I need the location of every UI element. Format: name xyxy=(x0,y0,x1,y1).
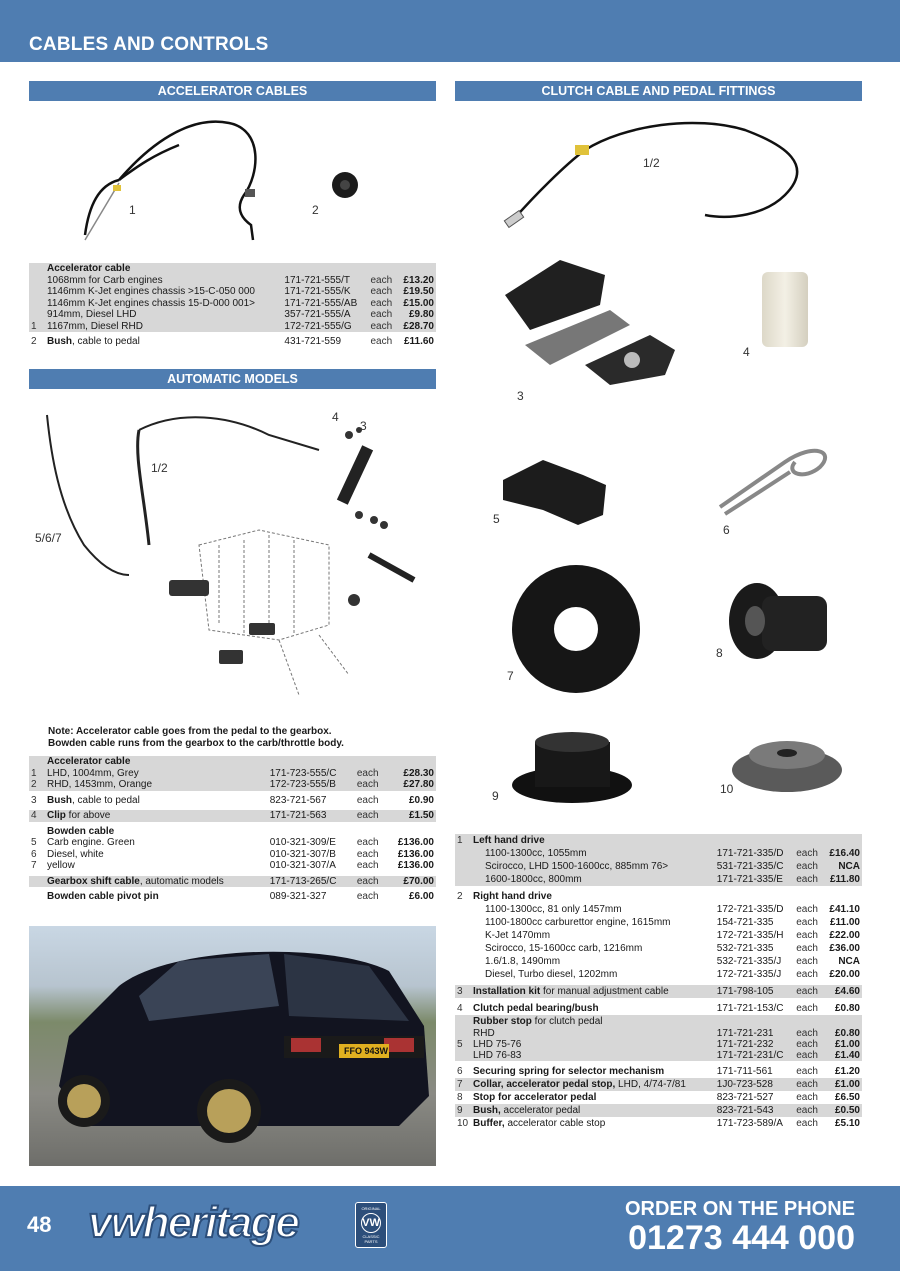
callout-auto-4: 4 xyxy=(332,410,339,424)
table-row: 6 Securing spring for selector mechanism 171-711-561 each £1.20 xyxy=(457,1066,860,1077)
table-row: 4 Clutch pedal bearing/bush 171-721-153/C each £0.80 xyxy=(457,1003,860,1014)
clutch-part-3-image xyxy=(500,255,685,390)
table-row: 7 yellow 010-321-307/A each £136.00 xyxy=(31,860,434,871)
clutch-cable-image xyxy=(455,105,862,245)
table-row: 3 Installation kit for manual adjustment cable 171-798-105 each £4.60 xyxy=(457,986,860,997)
table-row: K-Jet 1470mm 172-721-335/H each £22.00 xyxy=(485,930,860,941)
table-row: Scirocco, LHD 1500-1600cc, 885mm 76> 531-721-335/C each NCA xyxy=(455,860,862,873)
table-row: 4 Clip for above 171-721-563 each £1.50 xyxy=(31,810,434,821)
order-phone-number[interactable]: 01273 444 000 xyxy=(628,1219,855,1257)
table-row: Gearbox shift cable, automatic models 171-713-265/C each £70.00 xyxy=(29,876,436,888)
page-title: CABLES AND CONTROLS xyxy=(29,34,269,55)
group-title: Accelerator cable xyxy=(47,263,131,274)
callout-clutch-9: 9 xyxy=(492,789,499,803)
classic-parts-badge-icon: ORIGINAL VW CLASSIC PARTS xyxy=(355,1202,387,1248)
table-row: 5 Carb engine. Green 010-321-309/E each £136.00 xyxy=(31,837,434,848)
section-header-clutch: CLUTCH CABLE AND PEDAL FITTINGS xyxy=(455,81,862,101)
table-row: 1146mm K-Jet engines chassis >15-C-050 000 171-721-555/K each £19.50 xyxy=(29,286,436,298)
callout-acc-1: 1 xyxy=(129,203,136,217)
clutch-part-8-image xyxy=(727,576,832,666)
callout-auto-5-6-7: 5/6/7 xyxy=(35,531,62,545)
table-row: Scirocco, 15-1600cc carb, 1216mm 532-721-335 each £36.00 xyxy=(485,943,860,954)
page-footer xyxy=(0,1186,900,1271)
table-row: 1068mm for Carb engines 171-721-555/T each £13.20 xyxy=(29,275,436,287)
automatic-note: Note: Accelerator cable goes from the pedal to the gearbox. Bowden cable runs from the gearbox to the carb/throttle body. xyxy=(48,726,344,749)
clutch-part-9-image xyxy=(510,730,635,805)
clutch-part-5-image xyxy=(498,455,610,525)
table-row: 2 Bush, cable to pedal 431-721-559 each £11.60 xyxy=(31,336,434,347)
section-header-automatic: AUTOMATIC MODELS xyxy=(29,369,436,389)
table-row: 1100-1300cc, 1055mm 171-721-335/D each £16.40 xyxy=(455,847,862,860)
callout-acc-2: 2 xyxy=(312,203,319,217)
table-row: Diesel, Turbo diesel, 1202mm 172-721-335/J each £20.00 xyxy=(485,969,860,980)
table-row: 1 LHD, 1004mm, Grey 171-723-555/C each £28.30 xyxy=(31,767,434,779)
callout-clutch-3: 3 xyxy=(517,389,524,403)
callout-auto-3: 3 xyxy=(360,419,367,433)
table-row: 1146mm K-Jet engines chassis 15-D-000 001> 171-721-555/AB each £15.00 xyxy=(29,298,436,310)
table-row: 1600-1800cc, 800mm 171-721-335/E each £11.80 xyxy=(455,873,862,886)
table-row: 914mm, Diesel LHD 357-721-555/A each £9.80 xyxy=(29,309,436,321)
table-row: 2 RHD, 1453mm, Orange 172-723-555/B each £27.80 xyxy=(31,779,434,790)
callout-clutch-1-2: 1/2 xyxy=(643,156,660,170)
table-row: 1 1167mm, Diesel RHD 172-721-555/G each £28.70 xyxy=(31,320,434,332)
callout-clutch-4: 4 xyxy=(743,345,750,359)
table-row: 3 Bush, cable to pedal 823-721-567 each £0.90 xyxy=(31,794,434,806)
automatic-parts-table: Accelerator cable 1 LHD, 1004mm, Grey 171-723-555/C each £28.30 2 RHD, 1453mm, Orange 172-723-555/B each £27.80 3 Bush, cable to pedal 823-721-567 each £0.90 4 Clip for above 171-721-563 each £1.50 Bowden cable 5 Carb engine. Green 010-321-309/E each £136.00 6 Diesel, white 010-321-307/B each £136.00 7 yellow 010-321-307/A each £136.00 Gearbox shift cable, automatic models 171-713-265/C each £70.00 Bowden cable pivot pin 089-321-327 each £6.00 xyxy=(31,756,434,902)
automatic-linkage-diagram xyxy=(29,395,436,715)
accelerator-parts-table xyxy=(29,263,436,348)
clutch-part-7-image xyxy=(510,563,642,695)
table-row: LHD 76-83 171-721-231/C each £1.40 xyxy=(455,1050,862,1061)
clutch-part-10-image xyxy=(730,715,845,805)
callout-clutch-6: 6 xyxy=(723,523,730,537)
table-row: 9 Bush, accelerator pedal 823-721-543 each £0.50 xyxy=(457,1105,860,1116)
page-number: 48 xyxy=(27,1212,52,1237)
clutch-part-4-image xyxy=(762,272,808,347)
page-header xyxy=(0,0,900,62)
section-header-accelerator: ACCELERATOR CABLES xyxy=(29,81,436,101)
callout-clutch-10: 10 xyxy=(720,782,734,796)
table-row: 1100-1800cc carburettor engine, 1615mm 154-721-335 each £11.00 xyxy=(485,917,860,928)
table-row: 6 Diesel, white 010-321-307/B each £136.00 xyxy=(31,848,434,860)
table-row: 10 Buffer, accelerator cable stop 171-723-589/A each £5.10 xyxy=(457,1118,860,1129)
clutch-parts-table: 1 Left hand drive 1100-1300cc, 1055mm 171-721-335/D each £16.40 Scirocco, LHD 1500-1600cc, 885mm 76> 531-721-335/C each NCA 1600-1800cc, 800mm 171-721-335/E each £11.80 2 Right hand drive 1100-1300cc, 81 only 1457mm 172-721-335/D each £41.10 1100-1800cc carburettor engine, 1615mm 154-721-335 each £11.00 K-Jet 1470mm 172-721-335/H each £22.00 Scirocco, 15-1600cc carb, 1216mm 532-721-335 each £36.00 1.6/1.8, 1490mm 532-721-335/J each NCA Diesel, Turbo diesel, 1202mm 172-721-335/J each £20.00 3 Installation kit for manual adjustment cable 171-798-105 each £4.60 4 Clutch pedal bearing/bush 171-721-153/C each £0.80 Rubber stop for clutch pedal RHD 171-721-231 each £0.80 5 LHD 75-76 171-721-232 each £1.00 LHD 76-83 171-721-231/C each £1.40 6 Securing spring for selector mechanism 171-711-561 each £1.20 7 Collar, accelerator pedal stop, LHD, 4/74-7/81 1J0-723-528 each £1.00 8 Stop for accelerator pedal 823-721-527 each £6.50 9 Bush, accelerator pedal 823-721-543 each £0.50 10 Buffer, accelerator cable stop 171-723-589/A each £5.10 xyxy=(457,835,860,1129)
callout-clutch-5: 5 xyxy=(493,512,500,526)
callout-auto-1-2: 1/2 xyxy=(151,461,168,475)
table-row: 5 LHD 75-76 171-721-232 each £1.00 xyxy=(457,1039,860,1050)
order-label: ORDER ON THE PHONE xyxy=(624,1198,855,1220)
vwheritage-logo: vwheritage xyxy=(88,1198,298,1247)
table-row: 7 Collar, accelerator pedal stop, LHD, 4/74-7/81 1J0-723-528 each £1.00 xyxy=(457,1079,860,1090)
accelerator-cable-image xyxy=(29,105,436,255)
table-row: 1100-1300cc, 81 only 1457mm 172-721-335/D each £41.10 xyxy=(485,904,860,915)
table-row: 8 Stop for accelerator pedal 823-721-527 each £6.50 xyxy=(457,1092,860,1103)
clutch-part-6-image xyxy=(705,432,845,522)
number-plate: FFO 943W xyxy=(344,1046,389,1056)
table-row: 1.6/1.8, 1490mm 532-721-335/J each NCA xyxy=(485,956,860,967)
table-row: Bowden cable pivot pin 089-321-327 each £6.00 xyxy=(47,891,434,902)
table-row: RHD 171-721-231 each £0.80 xyxy=(455,1028,862,1039)
callout-clutch-8: 8 xyxy=(716,646,723,660)
callout-clutch-7: 7 xyxy=(507,669,514,683)
car-photo xyxy=(29,926,436,1166)
